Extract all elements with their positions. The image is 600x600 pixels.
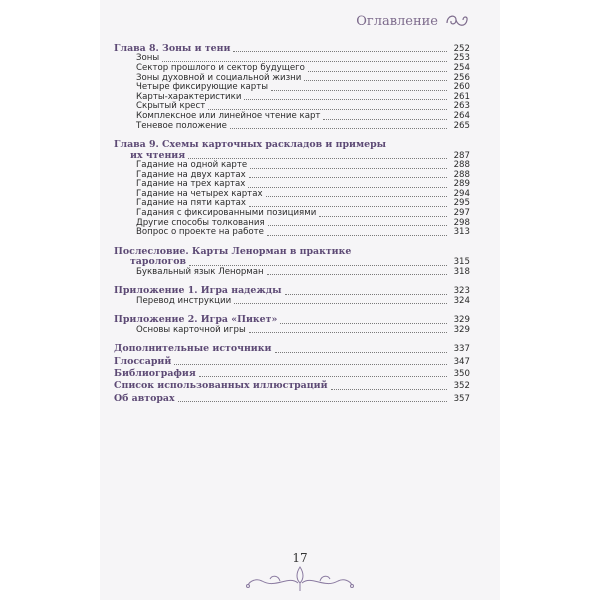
toc-section-entry (114, 326, 470, 336)
toc-section-entry (114, 297, 470, 307)
toc-entry-title: Глава 8. Зоны и тени (114, 43, 231, 54)
toc-section-entry (114, 268, 470, 278)
dot-leader (323, 119, 447, 120)
toc-entry-title: Гадание на двух картах (136, 169, 246, 180)
toc-entry-title: Приложение 2. Игра «Пикет» (114, 314, 278, 326)
toc-entry-title: Об авторах (114, 392, 175, 404)
toc-entry-title: Гадание на одной карте (136, 159, 248, 170)
dot-leader (308, 71, 447, 72)
dot-leader (178, 401, 447, 402)
toc-entry-title: Буквальный язык Ленорман (136, 266, 264, 277)
toc-chapter-entry (114, 381, 470, 391)
toc-entry-title: Сектор прошлого и сектор будущего (136, 63, 305, 73)
dot-leader (267, 274, 447, 275)
toc-page-number: 264 (453, 110, 470, 121)
toc-entry-title: Зоны духовной и социальной жизни (136, 72, 302, 83)
toc-page-number: 288 (453, 169, 470, 180)
toc-page-number: 315 (453, 257, 470, 268)
dot-leader (304, 80, 447, 81)
toc-entry-title: Другие способы толкования (136, 217, 265, 228)
dot-leader (249, 206, 447, 207)
toc-page-number: 298 (453, 217, 470, 228)
toc-chapter-entry (114, 286, 470, 296)
floral-ornament-icon (240, 563, 360, 593)
toc-page-number: 252 (453, 44, 470, 54)
toc-chapter-entry (114, 394, 470, 404)
dot-leader (162, 61, 447, 62)
dot-leader (248, 187, 447, 188)
toc-entry-title: Послесловие. Карты Ленорман в практике (114, 245, 352, 257)
toc-page-number: 350 (453, 368, 470, 379)
dot-leader (267, 235, 447, 236)
toc-page-number: 323 (453, 286, 470, 297)
toc-entry-title-continued: их чтения (130, 149, 186, 161)
dot-leader (230, 128, 447, 129)
toc-entry-title: Скрытый крест (136, 101, 206, 112)
toc-entry-title: Комплексное или линейное чтение карт (136, 110, 321, 121)
toc-entry-title: Гадания с фиксированными позициями (136, 207, 317, 218)
running-header (356, 11, 470, 31)
toc-section-entry (114, 228, 470, 238)
toc-page-number: 324 (453, 295, 470, 306)
toc-chapter-entry (114, 315, 470, 325)
dot-leader (319, 216, 447, 217)
toc-entry-title: Четыре фиксирующие карты (136, 82, 269, 93)
toc-entry-title: Приложение 1. Игра надежды (114, 285, 282, 297)
toc-page-number: 294 (453, 188, 470, 199)
toc-page-number: 297 (453, 207, 470, 218)
toc-page-number: 263 (453, 101, 470, 112)
toc-entry-title: Гадание на пяти картах (136, 198, 246, 209)
toc-entry-title: Список использованных иллюстраций (114, 380, 328, 392)
toc-page-number: 265 (453, 120, 470, 131)
toc-page-number: 352 (453, 381, 470, 392)
toc-page-number: 254 (453, 63, 470, 73)
toc-chapter-entry (114, 369, 470, 379)
toc-page-number: 347 (453, 356, 470, 367)
dot-leader (268, 225, 447, 226)
toc-page-number: 287 (453, 150, 470, 161)
flourish-ornament-icon (444, 11, 470, 31)
toc-entry-title: Дополнительные источники (114, 343, 272, 355)
dot-leader (208, 109, 447, 110)
dot-leader (174, 364, 447, 365)
toc-entry-title: Перевод инструкции (136, 295, 232, 306)
dot-leader (234, 303, 447, 304)
dot-leader (188, 158, 447, 159)
dot-leader (331, 389, 447, 390)
toc-page-number: 253 (453, 53, 470, 64)
toc-page-number: 337 (453, 344, 470, 355)
toc-chapter-entry (114, 247, 470, 268)
dot-leader (199, 376, 447, 377)
toc-page-number: 313 (453, 227, 470, 238)
header-title: Оглавление (356, 13, 438, 29)
toc-chapter-entry (114, 44, 470, 54)
dot-leader (266, 196, 447, 197)
toc-page-number: 260 (453, 82, 470, 93)
toc-entry-title: Гадание на четырех картах (136, 188, 263, 199)
toc-chapter-entry (114, 357, 470, 367)
toc-page-number: 256 (453, 72, 470, 83)
toc-entry-title: Теневое положение (136, 120, 227, 131)
book-page (100, 0, 500, 600)
dot-leader (249, 177, 447, 178)
toc-section-entry (114, 122, 470, 132)
toc-entry-title-continued: тарологов (130, 256, 187, 268)
dot-leader (280, 323, 447, 324)
toc-entry-title: Вопрос о проекте на работе (136, 227, 264, 238)
toc-entry-title: Зоны (136, 53, 160, 64)
toc-entry-title: Основы карточной игры (136, 324, 246, 335)
toc-entry-title: Глава 9. Схемы карточных раскладов и примеры (114, 139, 387, 151)
dot-leader (275, 352, 448, 353)
toc-page-number: 261 (453, 91, 470, 102)
toc-entry-title: Глоссарий (114, 355, 172, 367)
dot-leader (250, 168, 447, 169)
toc-entry-title: Гадание на трех картах (136, 179, 246, 190)
table-of-contents (114, 44, 470, 404)
dot-leader (249, 332, 447, 333)
toc-page-number: 295 (453, 198, 470, 209)
page-number: 17 (292, 551, 308, 565)
dot-leader (233, 51, 447, 52)
toc-chapter-entry (114, 344, 470, 354)
dot-leader (271, 90, 447, 91)
toc-page-number: 329 (453, 315, 470, 326)
toc-page-number: 318 (453, 266, 470, 277)
toc-entry-title: Библиография (114, 367, 196, 379)
dot-leader (244, 99, 447, 100)
toc-page-number: 357 (453, 393, 470, 404)
toc-page-number: 329 (453, 324, 470, 335)
dot-leader (285, 294, 447, 295)
dot-leader (189, 265, 447, 266)
toc-chapter-entry (114, 140, 470, 161)
toc-page-number: 289 (453, 179, 470, 190)
toc-entry-title: Карты-характеристики (136, 91, 242, 102)
toc-page-number: 288 (453, 159, 470, 170)
